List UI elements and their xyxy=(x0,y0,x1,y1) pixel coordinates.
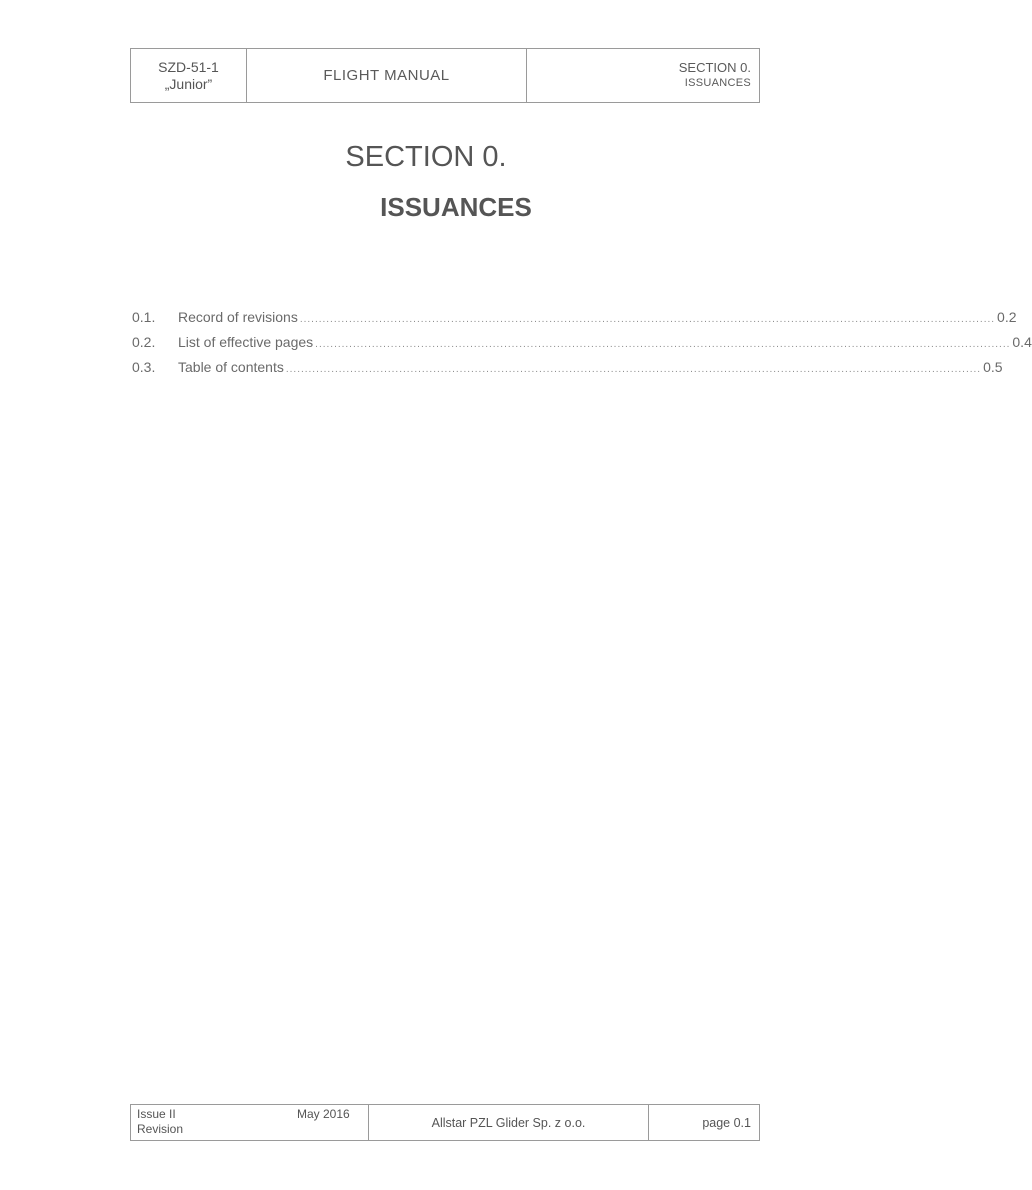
header-section-cell xyxy=(527,49,759,102)
header-section: SECTION 0. xyxy=(678,60,751,75)
toc-item-number: 0.3. xyxy=(132,359,156,375)
footer-revision: Revision xyxy=(137,1122,184,1136)
footer-company-cell xyxy=(369,1105,649,1140)
toc-item-page: 0.5 xyxy=(983,359,1003,375)
page-subtitle: ISSUANCES xyxy=(380,192,532,222)
header-title-cell xyxy=(247,49,527,102)
page-title: SECTION 0. xyxy=(345,141,507,173)
footer-page-cell xyxy=(649,1105,759,1140)
model-name: „Junior” xyxy=(164,75,213,92)
toc-item-number: 0.1. xyxy=(132,309,156,325)
toc-item-list-of-effective-pages[interactable] xyxy=(132,334,1032,359)
toc-item-label: List of effective pages xyxy=(178,334,314,350)
manual-title: FLIGHT MANUAL xyxy=(323,67,450,84)
toc-item-record-of-revisions[interactable] xyxy=(132,309,1017,334)
table-of-contents xyxy=(132,309,1032,384)
footer-date: May 2016 xyxy=(297,1107,350,1121)
toc-item-label: Record of revisions xyxy=(178,309,298,325)
page-footer xyxy=(130,1104,760,1141)
page-header xyxy=(130,48,760,103)
footer-page-number: page 0.1 xyxy=(702,1115,751,1130)
toc-item-page: 0.4 xyxy=(1012,334,1032,350)
footer-company: Allstar PZL Glider Sp. z o.o. xyxy=(431,1115,586,1130)
header-model-cell xyxy=(131,49,247,102)
toc-item-label: Table of contents xyxy=(178,359,284,375)
toc-item-number: 0.2. xyxy=(132,334,156,350)
toc-item-page: 0.2 xyxy=(997,309,1017,325)
toc-item-table-of-contents[interactable] xyxy=(132,359,1003,384)
header-section-name: ISSUANCES xyxy=(684,77,751,89)
toc-leader-dots: ........................................................................................................................................................................................ xyxy=(299,314,996,325)
toc-leader-dots: ........................................................................................................................................................................................ xyxy=(315,339,1011,350)
footer-issue: Issue II xyxy=(137,1107,176,1121)
toc-leader-dots: ........................................................................................................................................................................................ xyxy=(285,364,982,375)
footer-issue-cell xyxy=(131,1105,369,1140)
model-code: SZD-51-1 xyxy=(158,58,219,75)
